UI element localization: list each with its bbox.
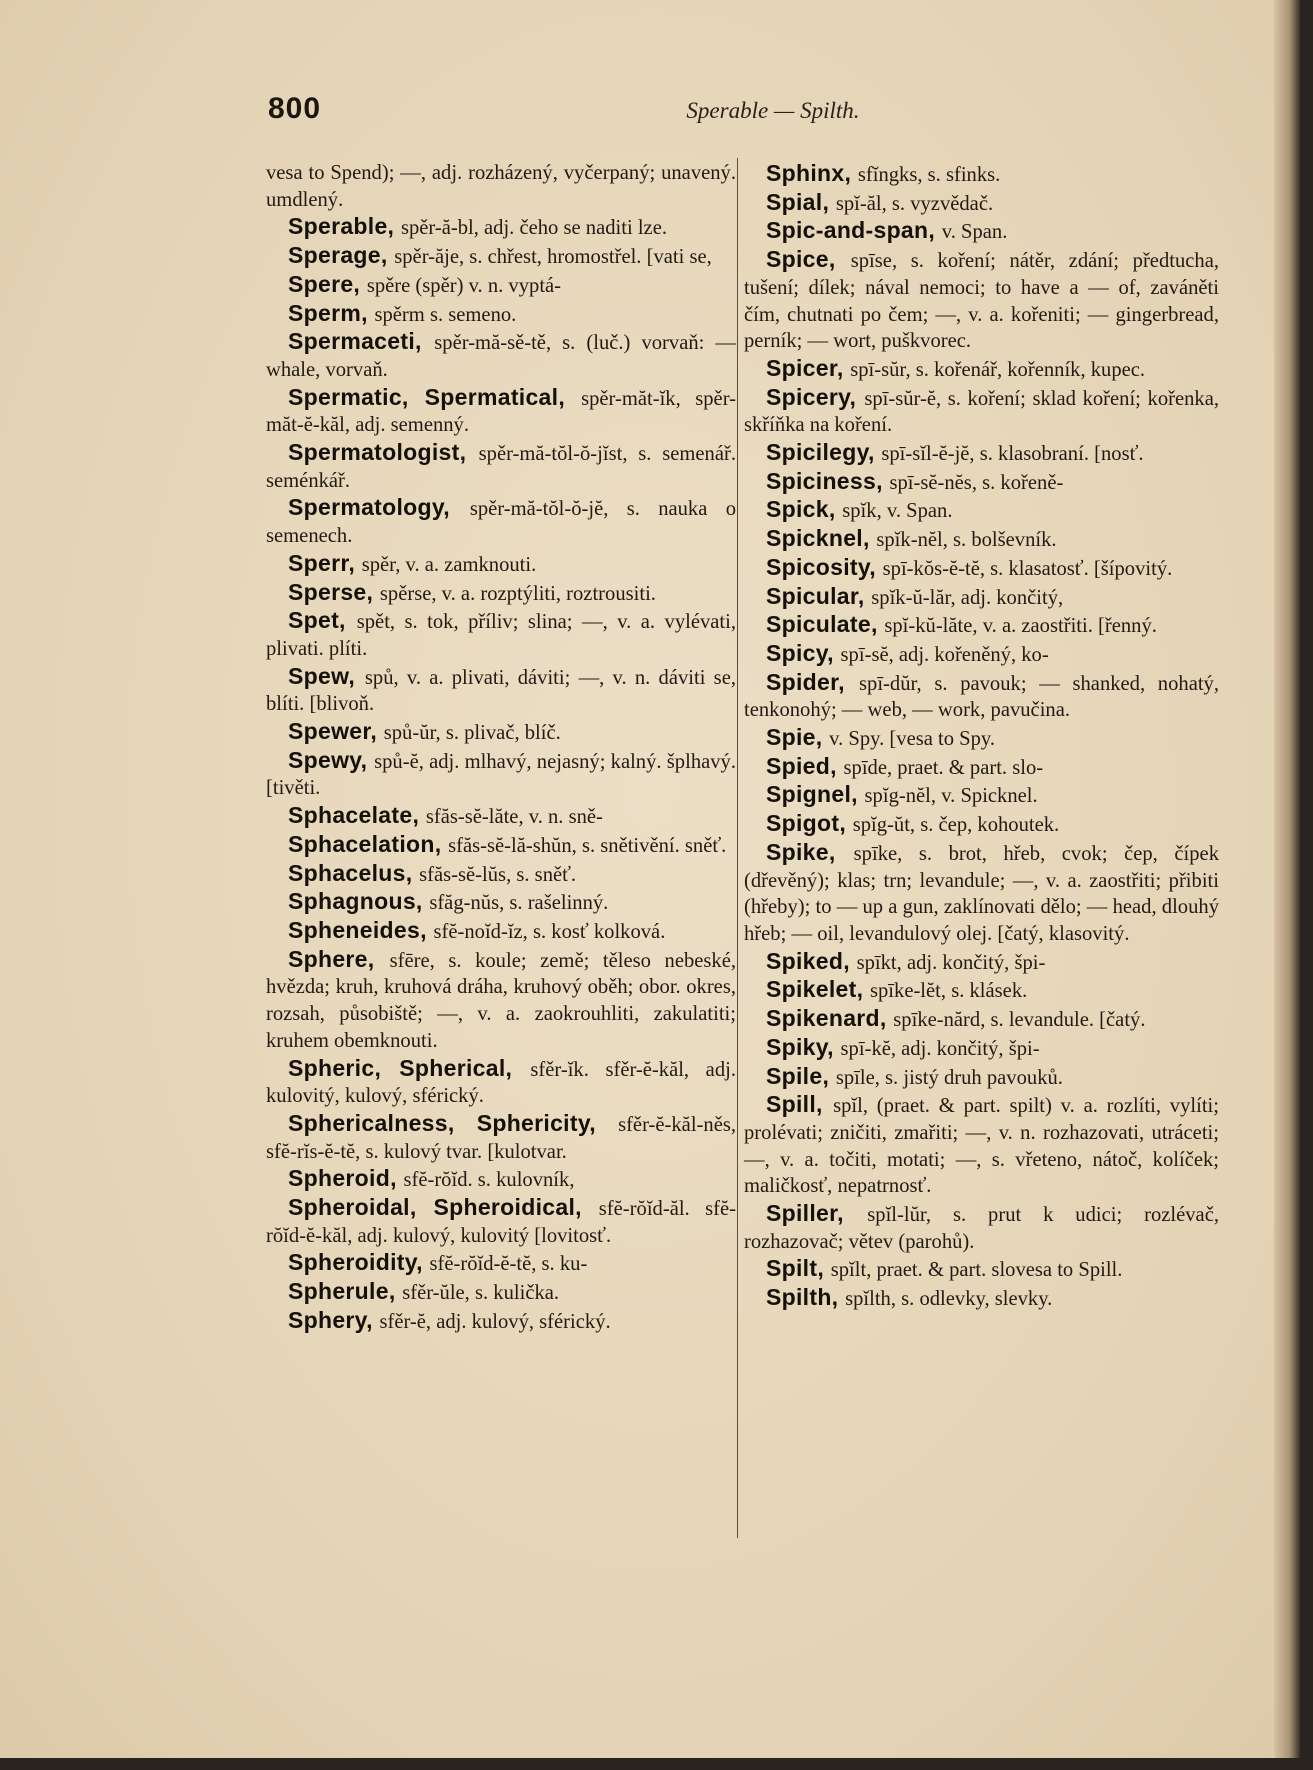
entry-definition: spěr-ă-bl, adj. čeho se naditi lze. — [400, 217, 667, 240]
right-column — [736, 160, 1219, 1313]
dictionary-entry — [266, 747, 736, 802]
dictionary-entry — [744, 976, 1219, 1005]
entry-definition: sfěr-ĭk. sfěr-ĕ-kăl, adj. kulovitý, kulový, sférický. — [266, 1058, 736, 1108]
headword: Spiculate, — [766, 611, 885, 638]
dictionary-entry — [266, 550, 736, 579]
headword: Sphagnous, — [288, 888, 430, 915]
entry-definition: spĭ-ăl, s. vyzvědač. — [835, 192, 994, 215]
entry-definition: spěr-ăje, s. chřest, hromostřel. [vati se, — [394, 246, 712, 269]
dictionary-entry — [744, 1255, 1219, 1284]
headword: Spial, — [766, 188, 836, 215]
entry-definition: v. Spy. [vesa to Spy. — [829, 728, 996, 751]
dictionary-entry — [266, 1055, 736, 1110]
dictionary-entry — [744, 948, 1219, 977]
headword: Sphericalness, Sphericity, — [288, 1109, 619, 1136]
dictionary-entry — [266, 160, 736, 213]
page-number: 800 — [268, 92, 322, 125]
entry-definition: spĭl, (praet. & part. spilt) v. a. rozlíti, vylíti; prolévati; zničiti, zmařiti; —, v. n. rozhazovati, utráceti; —, v. a. točiti, motati; —, s. vřeteno, nátoč, kolíček; maličkosť, nepatrnosť. — [744, 1095, 1219, 1198]
entry-definition: spěrse, v. a. rozptýliti, roztrousiti. — [379, 582, 656, 605]
left-column — [266, 160, 736, 1336]
dictionary-entry — [266, 1307, 736, 1336]
dictionary-entry — [266, 1249, 736, 1278]
headword: Spheneides, — [288, 916, 434, 943]
headword: Spikelet, — [766, 976, 870, 1003]
headword: Spicy, — [766, 639, 841, 666]
entry-definition: spīse, s. koření; nátěr, zdání; předtucha, tušení; dílek; nával nemoci; to have a — of, zaváněti čím, chutnati po čem; —, v. a. kořeniti; — gingerbread, perník; — wort, puškvorec. — [744, 250, 1219, 353]
dictionary-entry — [744, 554, 1219, 583]
headword: Spied, — [766, 752, 844, 779]
headword: Spet, — [288, 607, 357, 634]
dictionary-entry — [266, 860, 736, 889]
headword: Spike, — [766, 838, 854, 865]
dictionary-entry — [744, 753, 1219, 782]
headword: Spic-and-span, — [766, 217, 942, 244]
headword: Spill, — [766, 1091, 834, 1118]
dictionary-entry — [266, 579, 736, 608]
headword: Sphery, — [288, 1306, 380, 1333]
entry-definition: spī-dŭr, s. pavouk; — shanked, nohatý, tenkonohý; — web, — work, pavučina. — [744, 672, 1219, 722]
entry-definition: sfĕ-noĭd-ĭz, s. kosť kolková. — [433, 920, 666, 943]
entry-definition: spĭ-kŭ-lăte, v. a. zaostřiti. [řenný. — [884, 615, 1157, 638]
entry-definition: sfĕ-rŏĭd-ăl. sfĕ-rŏĭd-ĕ-kăl, adj. kulový, kulovitý [lovitosť. — [266, 1198, 736, 1247]
headword: Sphacelate, — [288, 802, 426, 829]
headword: Spice, — [766, 246, 851, 273]
entry-definition: spĭlt, praet. & part. slovesa to Spill. — [830, 1259, 1123, 1282]
headword: Spikenard, — [766, 1005, 894, 1032]
headword: Sperable, — [288, 213, 401, 240]
entry-definition: spĭk, v. Span. — [842, 500, 953, 523]
headword: Spheroid, — [288, 1165, 404, 1192]
dictionary-entry — [744, 839, 1219, 948]
headword: Spermatology, — [288, 494, 470, 521]
dictionary-entry — [744, 1034, 1219, 1063]
book-spine-shadow — [1274, 0, 1300, 1758]
headword: Sphacelation, — [288, 830, 449, 857]
entry-definition: spĭg-ŭt, s. čep, kohoutek. — [852, 814, 1060, 837]
dictionary-entry — [266, 1194, 736, 1249]
running-head: Sperable — Spilth. — [686, 98, 860, 123]
entry-definition: spěr-mă-tŏl-ŏ-jĕ, s. nauka o semenech. — [266, 498, 736, 548]
headword: Spigot, — [766, 810, 853, 837]
headword: Sperm, — [288, 299, 375, 326]
entry-definition: spěr, v. a. zamknouti. — [361, 553, 537, 576]
dictionary-entry — [744, 724, 1219, 753]
dictionary-entry — [744, 1200, 1219, 1255]
dictionary-entry — [744, 1063, 1219, 1092]
dictionary-entry — [744, 1091, 1219, 1200]
dictionary-entry — [744, 611, 1219, 640]
entry-definition: sfăs-sĕ-lăte, v. n. sně- — [425, 806, 603, 829]
headword: Spiked, — [766, 947, 857, 974]
headword: Spicosity, — [766, 553, 883, 580]
entry-definition: sfěr-ŭle, s. kulička. — [402, 1282, 560, 1305]
entry-definition: spīke-lĕt, s. klásek. — [869, 980, 1028, 1003]
dictionary-entry — [266, 888, 736, 917]
dictionary-entry — [744, 246, 1219, 355]
entry-definition: sfĭngks, s. sfinks. — [857, 164, 1001, 186]
dictionary-entry — [266, 271, 736, 300]
headword: Sperage, — [288, 242, 395, 269]
dictionary-entry — [744, 217, 1219, 246]
entry-definition: sfĕ-rŏĭd. s. kulovník, — [403, 1169, 575, 1192]
entry-definition: spů-ĕ, adj. mlhavý, nejasný; kalný. šplhavý. [tivěti. — [266, 750, 736, 800]
dictionary-entry — [744, 781, 1219, 810]
dictionary-entry — [744, 355, 1219, 384]
entry-definition: spĭlth, s. odlevky, slevky. — [845, 1288, 1053, 1311]
headword: Spiciness, — [766, 467, 890, 494]
dictionary-entry — [744, 525, 1219, 554]
dictionary-entry — [744, 669, 1219, 724]
entry-definition: spěr-măt-ĭk, spěr-măt-ĕ-kăl, adj. semenný. — [266, 387, 736, 437]
dictionary-entry — [266, 1165, 736, 1194]
entry-definition: sfēre, s. koule; země; těleso nebeské, hvězda; kruh, kruhová dráha, kruhový oběh; obor. okres, rozsah, působiště; —, v. a. zaokrouhliti, zakulatiti; kruhem obemknouti. — [266, 949, 736, 1052]
entry-definition: vesa to Spend); —, adj. rozházený, vyčerpaný; unavený. umdlený. — [266, 162, 736, 211]
headword: Spherule, — [288, 1278, 403, 1305]
headword: Sperse, — [288, 578, 380, 605]
dictionary-entry — [744, 810, 1219, 839]
entry-definition: sfěr-ĕ, adj. kulový, sférický. — [379, 1310, 611, 1333]
entry-definition: spīde, praet. & part. slo- — [843, 756, 1044, 779]
entry-definition: spī-sĕ, adj. kořeněný, ko- — [840, 643, 1049, 666]
entry-definition: v. Span. — [941, 221, 1008, 244]
page-header — [268, 92, 1208, 132]
headword: Sphinx, — [766, 160, 858, 186]
entry-definition: sfĕ-rŏĭd-ĕ-tĕ, s. ku- — [429, 1253, 588, 1276]
headword: Spilt, — [766, 1255, 831, 1282]
dictionary-entry — [266, 802, 736, 831]
dictionary-entry — [266, 917, 736, 946]
headword: Spheroidity, — [288, 1249, 430, 1276]
dictionary-entry — [266, 1110, 736, 1165]
headword: Spheroidal, Spheroidical, — [288, 1194, 599, 1221]
entry-definition: spěr-mă-tŏl-ŏ-jĭst, s. semenář. seménkář. — [266, 443, 736, 492]
dictionary-entry — [744, 384, 1219, 439]
headword: Spew, — [288, 662, 365, 689]
headword: Spewy, — [288, 746, 375, 773]
entry-definition: spěr-mă-sě-tě, s. (luč.) vorvaň: — whale, vorvaň. — [266, 332, 736, 381]
headword: Spiky, — [766, 1033, 841, 1060]
headword: Spicular, — [766, 582, 872, 609]
dictionary-entry — [266, 494, 736, 549]
dictionary-entry — [266, 328, 736, 383]
dictionary-entry — [744, 1005, 1219, 1034]
dictionary-entry — [744, 1284, 1219, 1313]
headword: Spie, — [766, 724, 830, 751]
dictionary-entry — [744, 189, 1219, 218]
entry-definition: sfăs-sĕ-lă-shŭn, s. snětivění. sněť. — [448, 834, 727, 857]
entry-definition: spī-sŭr, s. kořenář, kořenník, kupec. — [850, 358, 1146, 381]
dictionary-entry — [266, 384, 736, 439]
dictionary-entry — [744, 583, 1219, 612]
dictionary-entry — [266, 607, 736, 662]
entry-definition: spīke-nărd, s. levandule. [čatý. — [893, 1009, 1146, 1032]
dictionary-entry — [266, 439, 736, 494]
dictionary-entry — [266, 663, 736, 718]
headword: Spicknel, — [766, 525, 877, 552]
entry-definition: spī-kĕ, adj. končitý, špi- — [840, 1037, 1040, 1060]
dictionary-entry — [744, 468, 1219, 497]
dictionary-entry — [744, 439, 1219, 468]
entry-definition: spů, v. a. plivati, dáviti; —, v. n. dáviti se, blíti. [blivoň. — [266, 666, 736, 716]
entry-definition: spů-ŭr, s. plivač, blíč. — [383, 722, 561, 745]
dictionary-entry — [266, 718, 736, 747]
headword: Spider, — [766, 668, 860, 695]
entry-definition: spīle, s. jistý druh pavouků. — [835, 1066, 1063, 1089]
entry-definition: spī-sĕ-nĕs, s. kořeně- — [889, 471, 1064, 494]
entry-definition: spīke, s. brot, hřeb, cvok; čep, čípek (dřevěný); klas; trn; levandule; —, v. a. zaostřiti; přibiti (hřeby); to — up a gun, zaklínovati dělo; — head, dlouhý hřeb; — oil, levandulový olej. [čatý, klasovitý. — [744, 842, 1219, 945]
dictionary-entry — [744, 160, 1219, 189]
headword: Spermatologist, — [288, 439, 479, 466]
entry-definition: spĭg-nĕl, v. Spicknel. — [864, 785, 1038, 808]
entry-definition: spěre (spěr) v. n. vyptá- — [366, 274, 562, 297]
entry-definition: spĭk-ŭ-lăr, adj. končitý, — [871, 586, 1064, 609]
headword: Spicery, — [766, 383, 865, 410]
headword: Spicilegy, — [766, 439, 882, 466]
entry-definition: spět, s. tok, příliv; slina; —, v. a. vylévati, plivati. plíti. — [266, 611, 737, 660]
headword: Spheric, Spherical, — [288, 1054, 531, 1081]
headword: Spewer, — [288, 718, 384, 745]
headword: Spermaceti, — [288, 328, 435, 355]
dictionary-entry — [266, 1278, 736, 1307]
entry-definition: sfăs-sĕ-lŭs, s. sněť. — [419, 863, 577, 886]
headword: Spignel, — [766, 781, 865, 808]
entry-definition: spī-sŭr-ĕ, s. koření; sklad koření; kořenka, skříňka na koření. — [744, 387, 1219, 437]
dictionary-entry — [266, 300, 736, 329]
headword: Sperr, — [288, 549, 362, 576]
headword: Spile, — [766, 1062, 836, 1089]
dictionary-entry — [266, 831, 736, 860]
dictionary-entry — [744, 640, 1219, 669]
entry-definition: sfěr-ĕ-kăl-něs, sfĕ-rĭs-ĕ-tĕ, s. kulový tvar. [kulotvar. — [266, 1113, 736, 1163]
entry-definition: spěrm s. semeno. — [374, 303, 517, 326]
entry-definition: spĭl-lŭr, s. prut k udici; rozlévač, rozhazovač; větev (parohů). — [744, 1204, 1219, 1253]
entry-definition: sfăg-nŭs, s. rašelinný. — [429, 892, 609, 915]
headword: Sphacelus, — [288, 859, 420, 886]
dictionary-entry — [266, 946, 736, 1055]
headword: Sphere, — [288, 945, 390, 972]
headword: Spiller, — [766, 1200, 868, 1227]
headword: Spermatic, Spermatical, — [288, 383, 582, 410]
entry-definition: spĭk-nĕl, s. bolševník. — [876, 529, 1057, 552]
dictionary-entry — [266, 213, 736, 242]
headword: Spere, — [288, 270, 367, 297]
entry-definition: spīkt, adj. končitý, špi- — [856, 951, 1046, 974]
headword: Spick, — [766, 496, 843, 523]
entry-definition: spī-kŏs-ĕ-tĕ, s. klasatosť. [šípovitý. — [882, 557, 1173, 580]
dictionary-entry — [266, 242, 736, 271]
entry-definition: spī-sĭl-ĕ-jĕ, s. klasobraní. [nosť. — [881, 443, 1144, 466]
headword: Spicer, — [766, 354, 851, 381]
dictionary-entry — [744, 496, 1219, 525]
headword: Spilth, — [766, 1284, 846, 1311]
